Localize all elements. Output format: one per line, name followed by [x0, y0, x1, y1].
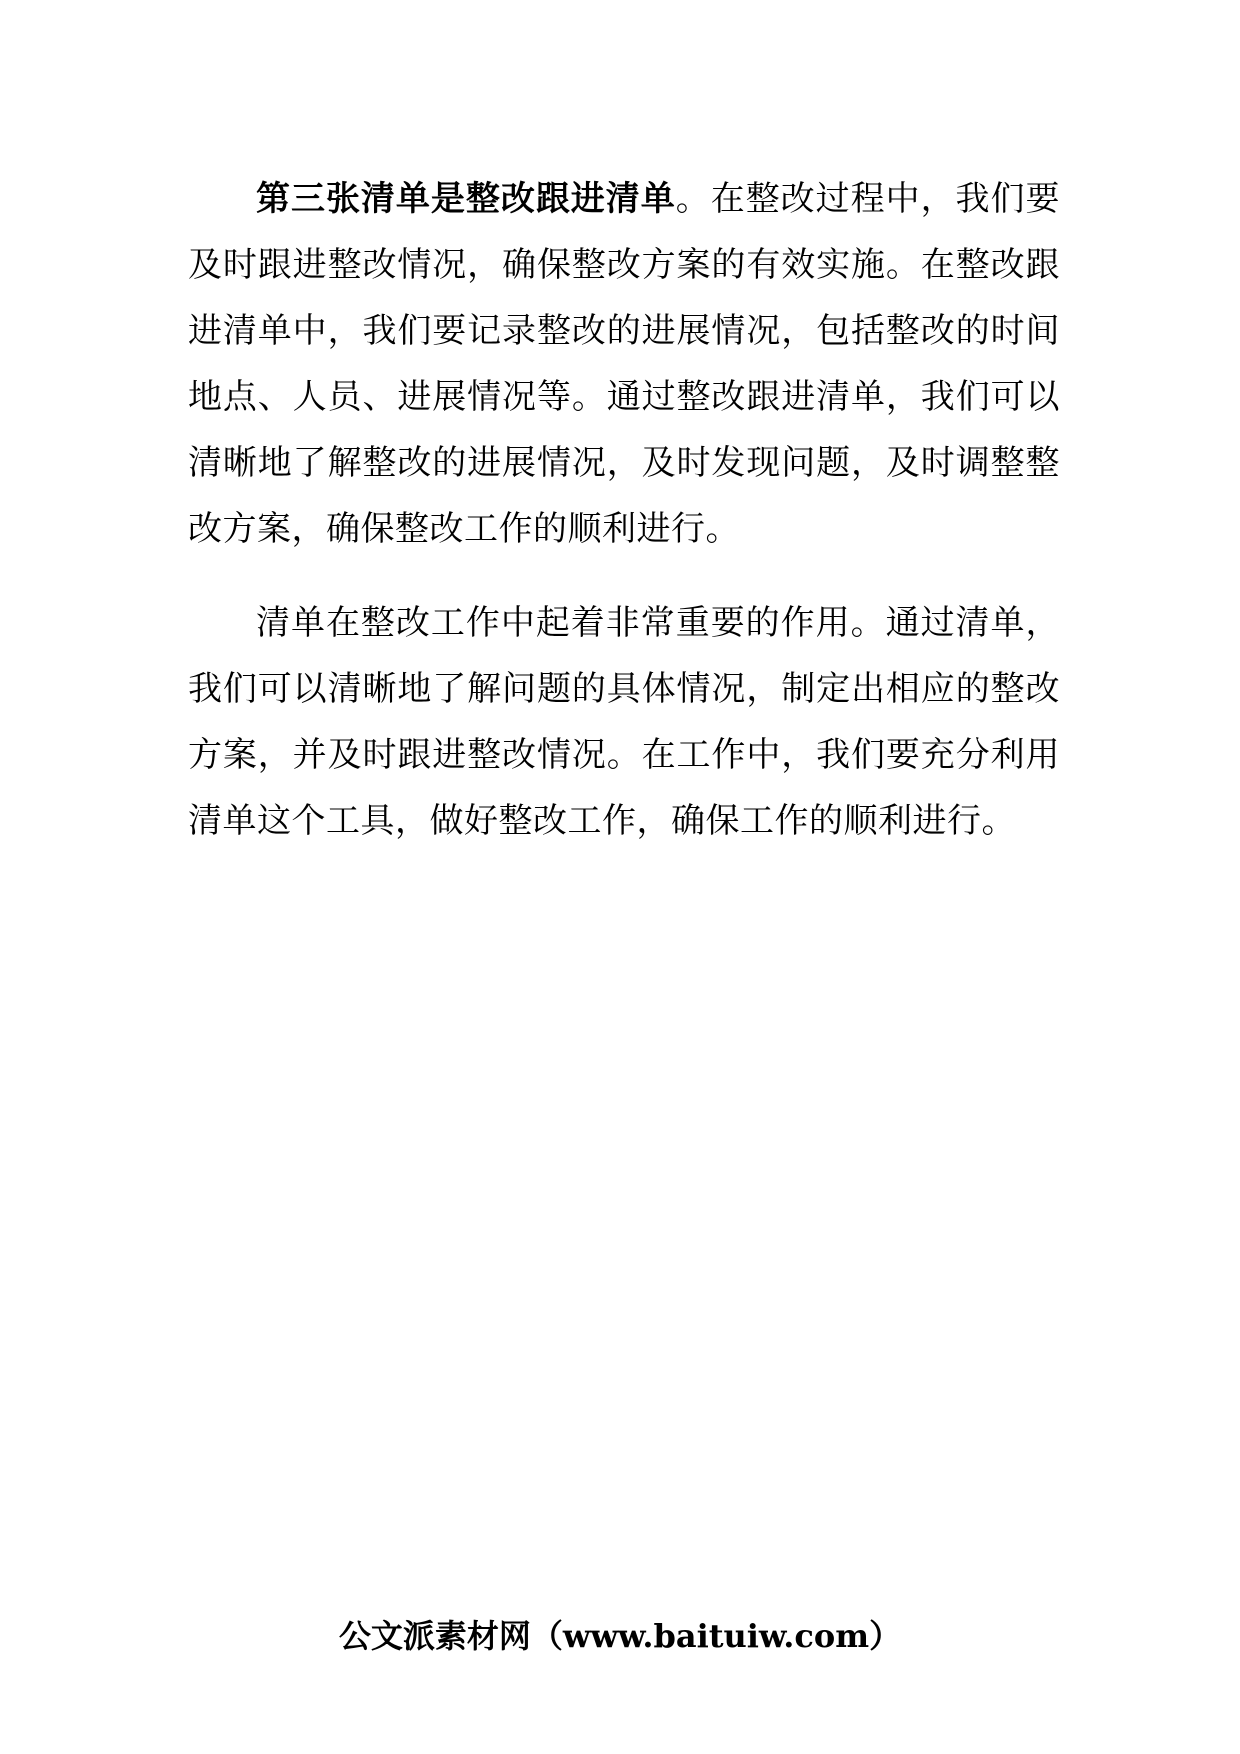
paragraph-lead-heading: 第三张清单是整改跟进清单	[256, 179, 676, 219]
paragraph-text: 清单在整改工作中起着非常重要的作用。通过清单，我们可以清晰地了解问题的具体情况，制定出相应的整改方案，并及时跟进整改情况。在工作中，我们要充分利用清单这个工具，做好整改工作，确保工作的顺利进行。	[188, 603, 1060, 841]
document-body	[188, 166, 1060, 854]
paragraph-conclusion	[188, 590, 1060, 854]
page-footer-source: 公文派素材网（www.baituiw.com）	[338, 1617, 902, 1655]
paragraph-follow-up-list	[188, 166, 1060, 562]
paragraph-text: 。在整改过程中，我们要及时跟进整改情况，确保整改方案的有效实施。在整改跟进清单中，我们要记录整改的进展情况，包括整改的时间地点、人员、进展情况等。通过整改跟进清单，我们可以清晰地了解整改的进展情况，及时发现问题，及时调整整改方案，确保整改工作的顺利进行。	[188, 179, 1061, 549]
